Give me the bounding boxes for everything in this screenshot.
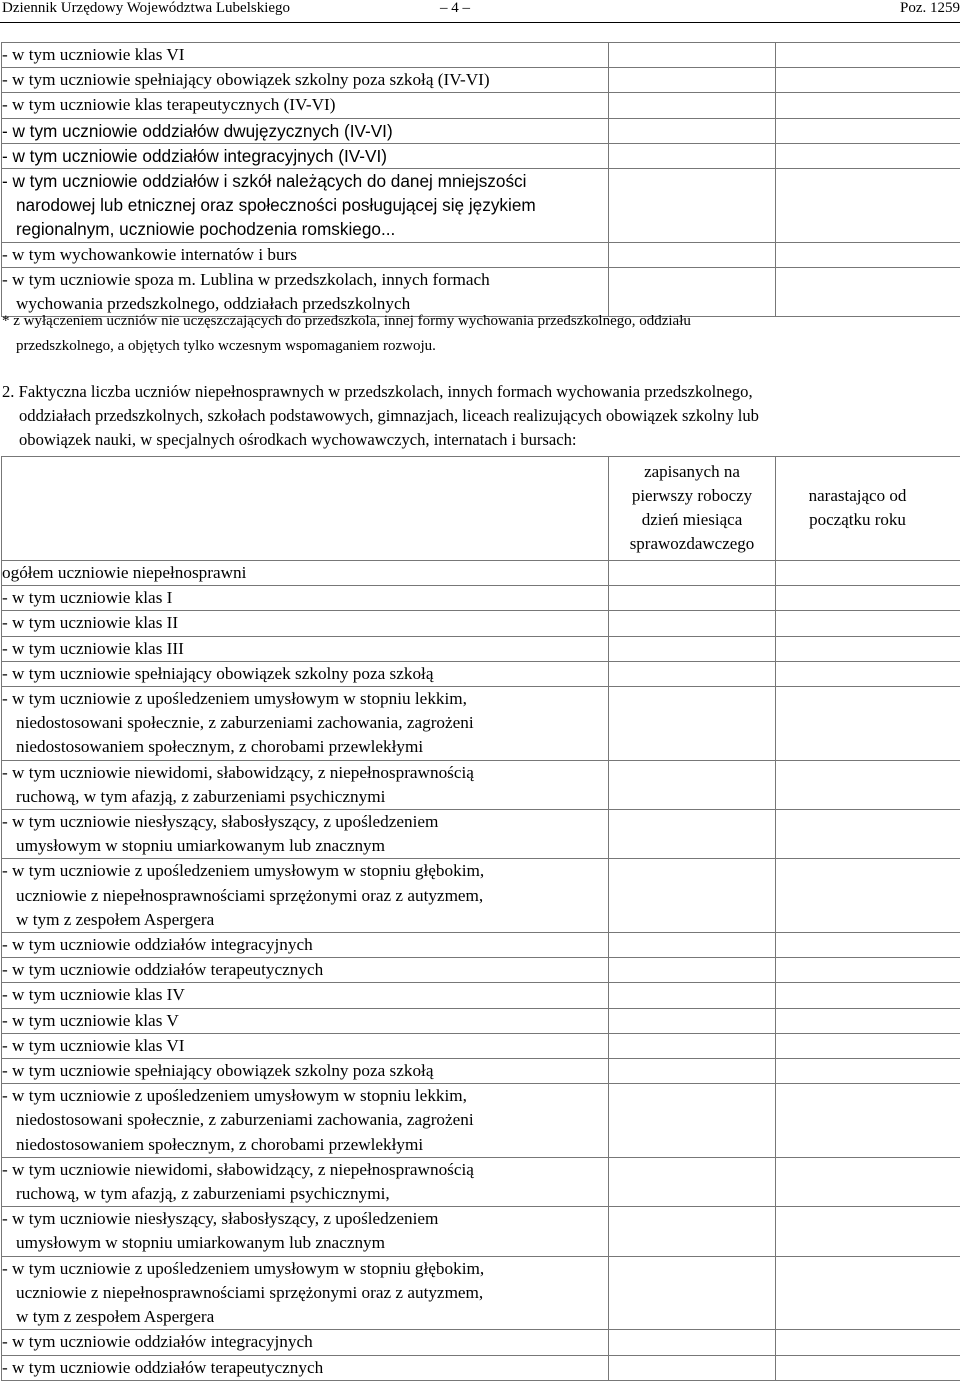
row-label-line: - w tym uczniowie spełniający obowiązek szkolny poza szkołą (IV-VI) [2, 68, 608, 92]
section-2-paragraph [2, 380, 948, 452]
paragraph-line-3: obowiązek nauki, w specjalnych ośrodkach wychowawczych, internatach i bursach: [2, 428, 948, 452]
value-cell-cumulative[interactable] [776, 118, 960, 143]
row-label-line: w tym z zespołem Aspergera [2, 908, 608, 932]
table-row [2, 958, 960, 983]
column-header-enrolled-line: pierwszy roboczy [609, 484, 775, 508]
table-row [2, 1207, 960, 1256]
row-label [2, 1084, 609, 1158]
value-cell-cumulative[interactable] [776, 1330, 960, 1355]
column-header-cumulative [776, 457, 960, 561]
table-row [2, 586, 960, 611]
value-cell-enrolled[interactable] [609, 1008, 776, 1033]
table-row [2, 68, 960, 93]
value-cell-enrolled[interactable] [609, 93, 776, 118]
value-cell-enrolled[interactable] [609, 636, 776, 661]
row-label-line: umysłowym w stopniu umiarkowanym lub znacznym [2, 1231, 608, 1255]
row-label-line: - w tym uczniowie oddziałów i szkół należących do danej mniejszości [2, 169, 608, 193]
table-row [2, 611, 960, 636]
table-row [2, 636, 960, 661]
column-header-cumulative-line: początku roku [776, 508, 939, 532]
table-row [2, 1008, 960, 1033]
row-label [2, 859, 609, 933]
row-label [2, 586, 609, 611]
value-cell-enrolled[interactable] [609, 810, 776, 859]
journal-title: Dziennik Urzędowy Województwa Lubelskiego [2, 0, 290, 16]
row-label-line: - w tym uczniowie klas terapeutycznych (IV-VI) [2, 93, 608, 117]
value-cell-cumulative[interactable] [776, 169, 960, 243]
row-label-line: - w tym uczniowie spełniający obowiązek szkolny poza szkołą [2, 1059, 608, 1083]
value-cell-enrolled[interactable] [609, 933, 776, 958]
row-label-line: niedostosowani społecznie, z zaburzeniami zachowania, zagrożeni [2, 1108, 608, 1132]
value-cell-cumulative[interactable] [776, 611, 960, 636]
column-header-enrolled-line: sprawozdawczego [609, 532, 775, 556]
row-label [2, 810, 609, 859]
row-label-line: - w tym uczniowie klas I [2, 586, 608, 610]
table-row [2, 242, 960, 267]
table-2 [1, 456, 960, 1381]
table-row [2, 661, 960, 686]
row-label-line: niedostosowaniem społecznym, z chorobami przewlekłymi [2, 1133, 608, 1157]
row-label [2, 1059, 609, 1084]
row-label-line: - w tym uczniowie oddziałów integracyjnych [2, 1330, 608, 1354]
row-label [2, 933, 609, 958]
row-label-line: ogółem uczniowie niepełnosprawni [2, 561, 608, 585]
row-label [2, 958, 609, 983]
value-cell-cumulative[interactable] [776, 958, 960, 983]
value-cell-cumulative[interactable] [776, 661, 960, 686]
table-row [2, 561, 960, 586]
row-label [2, 143, 609, 168]
value-cell-cumulative[interactable] [776, 859, 960, 933]
table-row [2, 933, 960, 958]
value-cell-cumulative[interactable] [776, 1008, 960, 1033]
row-label-line: - w tym uczniowie z upośledzeniem umysłowym w stopniu lekkim, [2, 687, 608, 711]
value-cell-enrolled[interactable] [609, 958, 776, 983]
row-label-line: - w tym uczniowie z upośledzeniem umysłowym w stopniu głębokim, [2, 1257, 608, 1281]
row-label-line: ruchową, w tym afazją, z zaburzeniami psychicznymi, [2, 1182, 608, 1206]
row-label-line: - w tym uczniowie oddziałów integracyjnych [2, 933, 608, 957]
value-cell-cumulative[interactable] [776, 636, 960, 661]
row-label [2, 93, 609, 118]
row-label-line: - w tym uczniowie spoza m. Lublina w przedszkolach, innych formach [2, 268, 608, 292]
row-label-line: - w tym uczniowie oddziałów terapeutycznych [2, 1356, 608, 1380]
value-cell-enrolled[interactable] [609, 687, 776, 761]
row-label-line: - w tym uczniowie niewidomi, słabowidzący, z niepełnosprawnością [2, 761, 608, 785]
row-label-line: - w tym uczniowie klas III [2, 637, 608, 661]
row-label-line: - w tym uczniowie niesłyszący, słabosłyszący, z upośledzeniem [2, 1207, 608, 1231]
row-label-line: - w tym uczniowie z upośledzeniem umysłowym w stopniu głębokim, [2, 859, 608, 883]
row-label-line: - w tym uczniowie oddziałów terapeutycznych [2, 958, 608, 982]
table-row [2, 118, 960, 143]
value-cell-cumulative[interactable] [776, 1084, 960, 1158]
column-header-enrolled [609, 457, 776, 561]
value-cell-cumulative[interactable] [776, 68, 960, 93]
value-cell-cumulative[interactable] [776, 983, 960, 1008]
column-header-enrolled-line: zapisanych na [609, 460, 775, 484]
value-cell-enrolled[interactable] [609, 561, 776, 586]
row-label-line: - w tym uczniowie klas IV [2, 983, 608, 1007]
row-label [2, 242, 609, 267]
table-row [2, 93, 960, 118]
value-cell-enrolled[interactable] [609, 68, 776, 93]
footnote-line-1: * z wyłączeniem uczniów nie uczęszczających do przedszkola, innej formy wychowania przedszkolnego, oddziału [2, 309, 922, 334]
row-label [2, 169, 609, 243]
value-cell-enrolled[interactable] [609, 118, 776, 143]
row-label-line: - w tym uczniowie oddziałów integracyjnych (IV-VI) [2, 144, 608, 168]
row-label-line: niedostosowani społecznie, z zaburzeniami zachowania, zagrożeni [2, 711, 608, 735]
row-label-line: - w tym uczniowie oddziałów dwujęzycznych (IV-VI) [2, 119, 608, 143]
paragraph-line-1: 2. Faktyczna liczba uczniów niepełnosprawnych w przedszkolach, innych formach wychowania przedszkolnego, [2, 380, 948, 404]
row-label [2, 1157, 609, 1206]
value-cell-cumulative[interactable] [776, 43, 960, 68]
row-label [2, 636, 609, 661]
row-label-line: - w tym uczniowie klas II [2, 611, 608, 635]
row-label-line: - w tym uczniowie klas VI [2, 1034, 608, 1058]
row-label-line: - w tym uczniowie niewidomi, słabowidzący, z niepełnosprawnością [2, 1158, 608, 1182]
value-cell-cumulative[interactable] [776, 810, 960, 859]
table-row [2, 1256, 960, 1330]
row-label-line: wychowania przedszkolnego, oddziałach przedszkolnych [2, 292, 608, 316]
row-label-line: - w tym uczniowie klas V [2, 1009, 608, 1033]
table-row [2, 983, 960, 1008]
value-cell-enrolled[interactable] [609, 760, 776, 809]
row-label [2, 561, 609, 586]
table-row [2, 1084, 960, 1158]
value-cell-enrolled[interactable] [609, 143, 776, 168]
page-number: – 4 – [440, 0, 470, 16]
footnote-line-2: przedszkolnego, a objętych tylko wczesnym wspomaganiem rozwoju. [2, 334, 922, 359]
value-cell-cumulative[interactable] [776, 760, 960, 809]
value-cell-enrolled[interactable] [609, 1207, 776, 1256]
table-row [2, 169, 960, 243]
row-label [2, 1008, 609, 1033]
value-cell-enrolled[interactable] [609, 661, 776, 686]
value-cell-enrolled[interactable] [609, 611, 776, 636]
table-row [2, 810, 960, 859]
value-cell-cumulative[interactable] [776, 586, 960, 611]
position-number: Poz. 1259 [900, 0, 960, 16]
row-label [2, 760, 609, 809]
value-cell-cumulative[interactable] [776, 561, 960, 586]
value-cell-enrolled[interactable] [609, 1084, 776, 1158]
table-row [2, 859, 960, 933]
table-row [2, 1033, 960, 1058]
row-label [2, 1033, 609, 1058]
paragraph-line-2: oddziałach przedszkolnych, szkołach podstawowych, gimnazjach, liceach realizujących obowiązek szkolny lub [2, 404, 948, 428]
row-label [2, 1207, 609, 1256]
row-label-line: - w tym uczniowie z upośledzeniem umysłowym w stopniu lekkim, [2, 1084, 608, 1108]
row-label-line: ruchową, w tym afazją, z zaburzeniami psychicznymi [2, 785, 608, 809]
table-row [2, 760, 960, 809]
value-cell-enrolled[interactable] [609, 859, 776, 933]
column-header-cumulative-line: narastająco od [776, 484, 939, 508]
value-cell-enrolled[interactable] [609, 1256, 776, 1330]
row-label-line: uczniowie z niepełnosprawnościami sprzężonymi oraz z autyzmem, [2, 884, 608, 908]
value-cell-cumulative[interactable] [776, 687, 960, 761]
row-label-line: - w tym wychowankowie internatów i burs [2, 243, 608, 267]
value-cell-cumulative[interactable] [776, 1256, 960, 1330]
value-cell-enrolled[interactable] [609, 1059, 776, 1084]
table-1 [1, 42, 960, 317]
row-label [2, 1256, 609, 1330]
table-row [2, 143, 960, 168]
row-label-line: niedostosowaniem społecznym, z chorobami przewlekłymi [2, 735, 608, 759]
row-label-line: - w tym uczniowie niesłyszący, słabosłyszący, z upośledzeniem [2, 810, 608, 834]
column-header-enrolled-line: dzień miesiąca [609, 508, 775, 532]
row-label-line: - w tym uczniowie spełniający obowiązek szkolny poza szkołą [2, 662, 608, 686]
value-cell-enrolled[interactable] [609, 1157, 776, 1206]
value-cell-enrolled[interactable] [609, 242, 776, 267]
value-cell-enrolled[interactable] [609, 586, 776, 611]
value-cell-cumulative[interactable] [776, 143, 960, 168]
row-label [2, 611, 609, 636]
table-row [2, 687, 960, 761]
row-label-line: uczniowie z niepełnosprawnościami sprzężonymi oraz z autyzmem, [2, 1281, 608, 1305]
row-label [2, 1330, 609, 1355]
row-label-line: narodowej lub etnicznej oraz społeczności posługującej się językiem [2, 193, 608, 217]
row-label [2, 118, 609, 143]
value-cell-enrolled[interactable] [609, 983, 776, 1008]
table-row [2, 1157, 960, 1206]
row-label [2, 661, 609, 686]
row-label-line: w tym z zespołem Aspergera [2, 1305, 608, 1329]
value-cell-cumulative[interactable] [776, 1059, 960, 1084]
row-label-line: umysłowym w stopniu umiarkowanym lub znacznym [2, 834, 608, 858]
value-cell-cumulative[interactable] [776, 933, 960, 958]
table-2-header-row [2, 457, 960, 561]
row-label-line: regionalnym, uczniowie pochodzenia romskiego... [2, 217, 608, 241]
row-label [2, 687, 609, 761]
page-header [0, 0, 960, 23]
value-cell-cumulative[interactable] [776, 93, 960, 118]
row-label [2, 43, 609, 68]
table-row [2, 1330, 960, 1355]
footnote [2, 309, 922, 359]
value-cell-enrolled[interactable] [609, 1033, 776, 1058]
header-empty-cell [2, 457, 609, 561]
value-cell-enrolled[interactable] [609, 169, 776, 243]
row-label [2, 983, 609, 1008]
value-cell-enrolled[interactable] [609, 43, 776, 68]
value-cell-enrolled[interactable] [609, 1330, 776, 1355]
value-cell-cumulative[interactable] [776, 242, 960, 267]
row-label-line: - w tym uczniowie klas VI [2, 43, 608, 67]
value-cell-cumulative[interactable] [776, 1033, 960, 1058]
row-label [2, 68, 609, 93]
table-row [2, 43, 960, 68]
table-row [2, 1059, 960, 1084]
value-cell-cumulative[interactable] [776, 1207, 960, 1256]
value-cell-cumulative[interactable] [776, 1157, 960, 1206]
